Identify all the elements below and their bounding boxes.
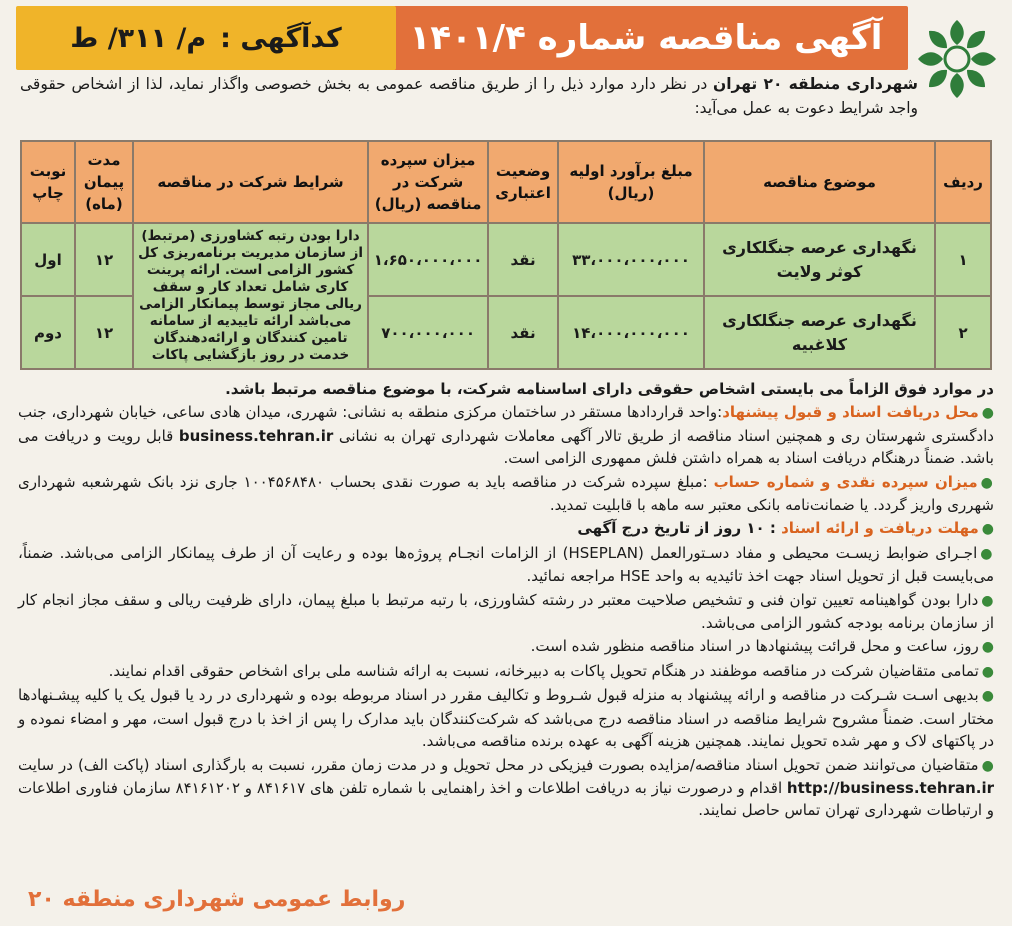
bullet-icon: ● <box>981 592 994 609</box>
header-print: نوبت چاپ <box>21 141 75 223</box>
website-link[interactable]: http://business.tehran.ir <box>786 778 994 797</box>
header-estimate: مبلغ برآورد اولیه (ریال) <box>558 141 704 223</box>
website-link[interactable]: business.tehran.ir <box>178 426 334 445</box>
intro-text: در نظر دارد موارد ذیل را از طریق مناقصه عمومی به بخش خصوصی واگذار نماید، لذا از اشخاص حقوقی واجد شرایط دعوت به عمل می‌آید: <box>20 75 918 117</box>
tehran-municipality-logo-icon <box>916 18 998 100</box>
bullet-icon: ● <box>981 663 994 680</box>
cell-subject: نگهداری عرصه جنگلکاری کلاغبیه <box>704 296 935 369</box>
body-paragraph <box>18 635 994 658</box>
cell-duration: ۱۲ <box>75 296 133 369</box>
bullet-icon: ● <box>981 405 994 422</box>
cell-duration: ۱۲ <box>75 223 133 296</box>
cell-deposit: ۱،۶۵۰،۰۰۰،۰۰۰ <box>368 223 488 296</box>
body-text: متقاضیان می‌توانند ضمن تحویل اسناد مناقصه/مزایده بصورت فیزیکی در محل تحویل و در مدت زمان مقرر، نسبت به بارگذاری اسناد (پاکت الف) در سایت <box>18 755 979 774</box>
bullet-icon: ● <box>980 474 994 491</box>
cell-row-number: ۲ <box>935 296 991 369</box>
intro-org: شهرداری منطقه ۲۰ تهران <box>713 75 918 93</box>
body-paragraph <box>18 754 994 822</box>
body-paragraph <box>18 471 994 517</box>
cell-estimate: ۱۴،۰۰۰،۰۰۰،۰۰۰ <box>558 296 704 369</box>
body-paragraph <box>18 660 994 683</box>
body-text: روز، ساعت و محل قرائت پیشنهادها در اسناد مناقصه منظور شده است. <box>530 637 979 656</box>
cell-row-number: ۱ <box>935 223 991 296</box>
cell-deposit: ۷۰۰،۰۰۰،۰۰۰ <box>368 296 488 369</box>
header-deposit: میزان سپرده شرکت در مناقصه (ریال) <box>368 141 488 223</box>
body-paragraph <box>18 684 994 752</box>
body-paragraph <box>18 517 994 540</box>
cell-credit: نقد <box>488 223 558 296</box>
body-text: اجـرای ضوابط زیسـت محیطی و مفاد دسـتورالعمل (HSEPLAN) از الزامات انجـام پروژه‌ها بوده و رعایت آن از طرف پیمانکار الزامی می‌باشد. ضمناً، می‌بایست قبل از تحویل اسناد جهت اخذ تائیدیه به واحد HSE مراجعه نمائید. <box>18 543 994 586</box>
notice-body <box>18 378 994 823</box>
cell-conditions: دارا بودن رتبه کشاورزی (مرتبط) از سازمان مدیریت برنامه‌ریزی کل کشور الزامی است. ارائه پرینت کاری شامل تعداد کار و سقف ریالی مجاز توسط پیمانکار الزامی می‌باشد ارائه تاییدیه از سامانه تامین کنندگان و ارائه‌دهندگان خدمت در روز بازگشایی پاکات <box>133 223 368 369</box>
bullet-icon: ● <box>981 757 995 774</box>
body-text: :واحد قراردادها مستقر در ساختمان مرکزی منطقه به نشانی: شهرری، میدان هادی ساعی، خیابان شهرداری، جنب دادگستری شهرستان ری و همچنین اسناد مناقصه از طریق تالار آگهی معاملات شهرداری تهران به نشانی <box>18 403 994 445</box>
body-text: تمامی متقاضیان شرکت در مناقصه موظفند در هنگام تحویل پاکات به دبیرخانه، نسبت به ارائه شناسه ملی برای اشخاص حقوقی اقدام نمایند. <box>108 661 979 680</box>
bullet-icon: ● <box>981 688 994 705</box>
body-text: : ۱۰ روز از تاریخ درج آگهی <box>577 519 782 538</box>
code-label: کدآگهی : <box>220 22 342 54</box>
cell-print: اول <box>21 223 75 296</box>
header-credit: وضعیت اعتباری <box>488 141 558 223</box>
tender-table <box>20 140 992 370</box>
header-conditions: شرایط شرکت در مناقصه <box>133 141 368 223</box>
cell-estimate: ۳۳،۰۰۰،۰۰۰،۰۰۰ <box>558 223 704 296</box>
section-title: میزان سپرده نقدی و شماره حساب <box>713 472 978 491</box>
section-title: محل دریافت اسناد و قبول پیشنهاد <box>722 403 979 422</box>
table-row <box>21 223 991 296</box>
cell-print: دوم <box>21 296 75 369</box>
cell-subject: نگهداری عرصه جنگلکاری کوثر ولایت <box>704 223 935 296</box>
intro-paragraph <box>20 72 918 120</box>
body-text: قابل رویت و دریافت می باشد. ضمناً درهنگام دریافت اسناد به همراه داشتن فلش ممهوری الزامی است. <box>18 426 994 468</box>
body-paragraph <box>18 542 994 588</box>
notice-title: آگهی مناقصه شماره ۱۴۰۱/۴ <box>384 6 908 70</box>
bullet-icon: ● <box>981 639 994 656</box>
header-subject: موضوع مناقصه <box>704 141 935 223</box>
bullet-icon: ● <box>981 521 994 538</box>
body-paragraph: در موارد فوق الزاماً می بایستی اشخاص حقوقی دارای اساسنامه شرکت، با موضوع مناقصه مرتبط باشد. <box>225 380 994 398</box>
body-paragraph <box>18 589 994 635</box>
header-row-number: ردیف <box>935 141 991 223</box>
body-text: :مبلغ سپرده شرکت در مناقصه باید به صورت نقدی بحساب ۱۰۰۴۵۶۸۴۸۰ جاری نزد بانک شهرشعبه شهرداری شهرری واریز گردد. یا ضمانت‌نامه بانکی معتبر سه ماهه با قابلیت تمدید. <box>18 472 994 515</box>
bullet-icon: ● <box>980 545 994 562</box>
body-text: بدیهی اسـت شـرکت در مناقصه و ارائه پیشنهاد به منزله قبول شـروط و تکالیف مقرر در اسناد مربوطه بوده و شهرداری در رد یا قبول یک یا کلیه پیشـنهادها مختار است. ضمناً مشروح شرایط مناقصه در اسناد مناقصه درج می‌باشد که شرکت‌کنندگان باید مدارک را پس از اخذ با درج قبول است، مهر و امضاء نموده و در پاکتهای لاک و مهر شده تحویل نمایند. همچنین هزینه آگهی به عهده برنده مناقصه می‌باشد. <box>18 686 994 751</box>
section-title: مهلت دریافت و ارائه اسناد <box>781 519 979 538</box>
header-duration: مدت پیمان (ماه) <box>75 141 133 223</box>
cell-credit: نقد <box>488 296 558 369</box>
body-paragraph <box>18 401 994 469</box>
table-header-row <box>21 141 991 223</box>
code-value: م/ ۳۱۱/ ط <box>70 22 207 54</box>
notice-code <box>16 6 396 70</box>
footer-signature: روابط عمومی شهرداری منطقه ۲۰ <box>28 887 406 912</box>
body-text: اقدام و درصورت نیاز به دریافت اطلاعات و اخذ راهنمایی با شماره تلفن های ۸۴۱۶۱۷ و ۸۴۱۶۱۲۰۲ سازمان فناوری اطلاعات و ارتباطات شهرداری تهران تماس حاصل نمایند. <box>18 778 994 820</box>
body-text: دارا بودن گواهینامه تعیین توان فنی و تشخیص صلاحیت معتبر در رشته کشاورزی، با رتبه مرتبط با مبلغ پیمان، دارای ظرفیت ریالی و سقف مجاز انجام کار از سازمان برنامه بودجه کشور الزامی می‌باشد. <box>18 590 994 633</box>
